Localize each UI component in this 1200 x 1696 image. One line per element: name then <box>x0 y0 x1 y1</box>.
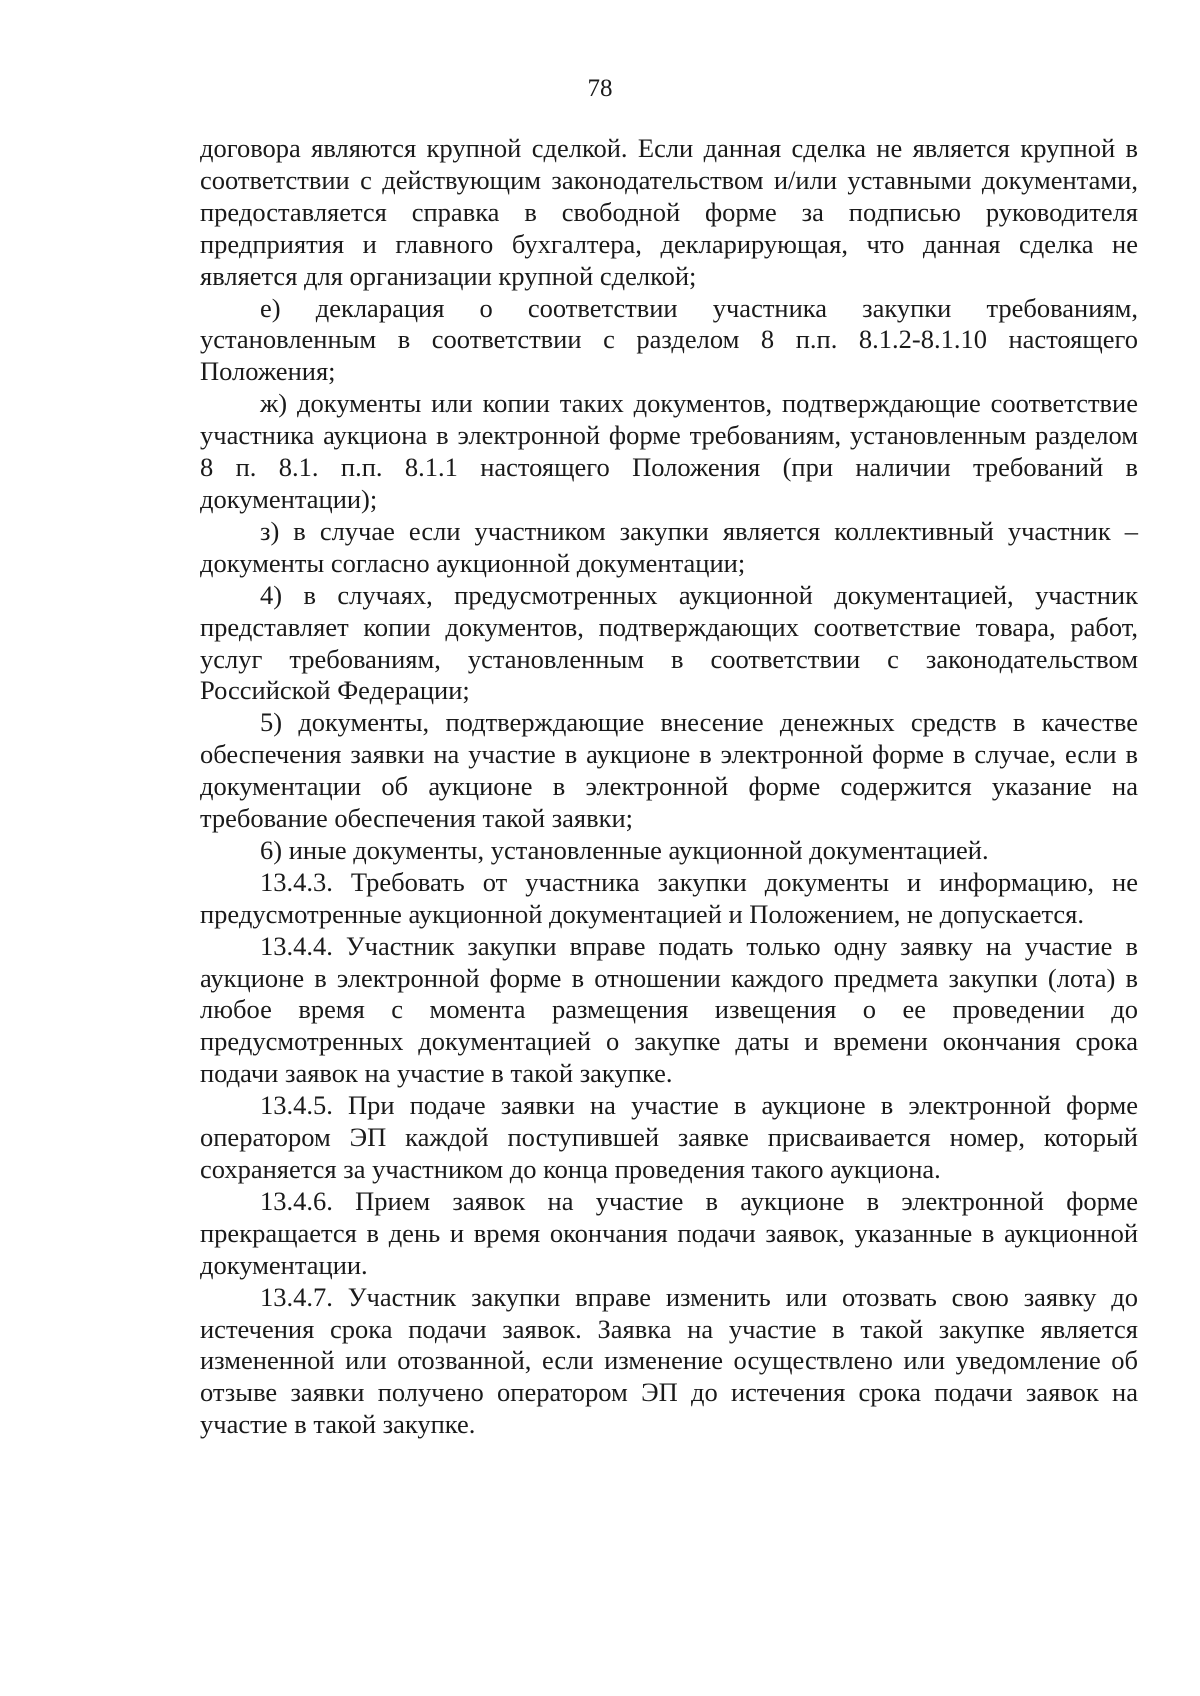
paragraph-13-4-4: 13.4.4. Участник закупки вправе подать только одну заявку на участие в аукционе в электронной форме в отношении каждого предмета закупки (лота) в любое время с момента размещения извещения о ее проведении до предусмотренных документацией о закупке даты и времени окончания срока подачи заявок на участие в такой закупке. <box>200 930 1138 1089</box>
paragraph-13-4-7: 13.4.7. Участник закупки вправе изменить или отозвать свою заявку до истечения срока подачи заявок. Заявка на участие в такой закупке является измененной или отозванной, если изменение осуществлено или уведомление об отзыве заявки получено оператором ЭП до истечения срока подачи заявок на участие в такой закупке. <box>200 1281 1138 1440</box>
document-body <box>200 133 1138 1441</box>
paragraph-item-z: з) в случае если участником закупки является коллективный участник – документы согласно аукционной документации; <box>200 515 1138 578</box>
paragraph-item-6: 6) иные документы, установленные аукционной документацией. <box>260 834 989 865</box>
paragraph-item-zh: ж) документы или копии таких документов, подтверждающие соответствие участника аукциона в электронной форме требованиям, установленным разделом 8 п. 8.1. п.п. 8.1.1 настоящего Положения (при наличии требований в документации); <box>200 388 1138 514</box>
page-number: 78 <box>587 75 613 102</box>
paragraph-13-4-3: 13.4.3. Требовать от участника закупки документы и информацию, не предусмотренные аукционной документацией и Положением, не допускается. <box>200 866 1138 929</box>
paragraph-13-4-5: 13.4.5. При подаче заявки на участие в аукционе в электронной форме оператором ЭП каждой поступившей заявке присваивается номер, который сохраняется за участником до конца проведения такого аукциона. <box>200 1090 1138 1184</box>
paragraph-item-4: 4) в случаях, предусмотренных аукционной документацией, участник представляет копии документов, подтверждающих соответствие товара, работ, услуг требованиям, установленным в соответствии с законодательством Российской Федерации; <box>200 579 1138 706</box>
paragraph-continuation: договора являются крупной сделкой. Если данная сделка не является крупной в соответствии с действующим законодательством и/или уставными документами, предоставляется справка в свободной форме за подписью руководителя предприятия и главного бухгалтера, декларирующая, что данная сделка не является для организации крупной сделкой; <box>200 133 1138 291</box>
paragraph-13-4-6: 13.4.6. Прием заявок на участие в аукционе в электронной форме прекращается в день и время окончания подачи заявок, указанные в аукционной документации. <box>200 1185 1138 1280</box>
paragraph-item-5: 5) документы, подтверждающие внесение денежных средств в качестве обеспечения заявки на участие в аукционе в электронной форме в случае, если в документации об аукционе в электронной форме содержится указание на требование обеспечения такой заявки; <box>200 707 1138 834</box>
paragraph-item-e: е) декларация о соответствии участника закупки требованиям, установленным в соответствии с разделом 8 п.п. 8.1.2-8.1.10 настоящего Положения; <box>200 292 1138 387</box>
